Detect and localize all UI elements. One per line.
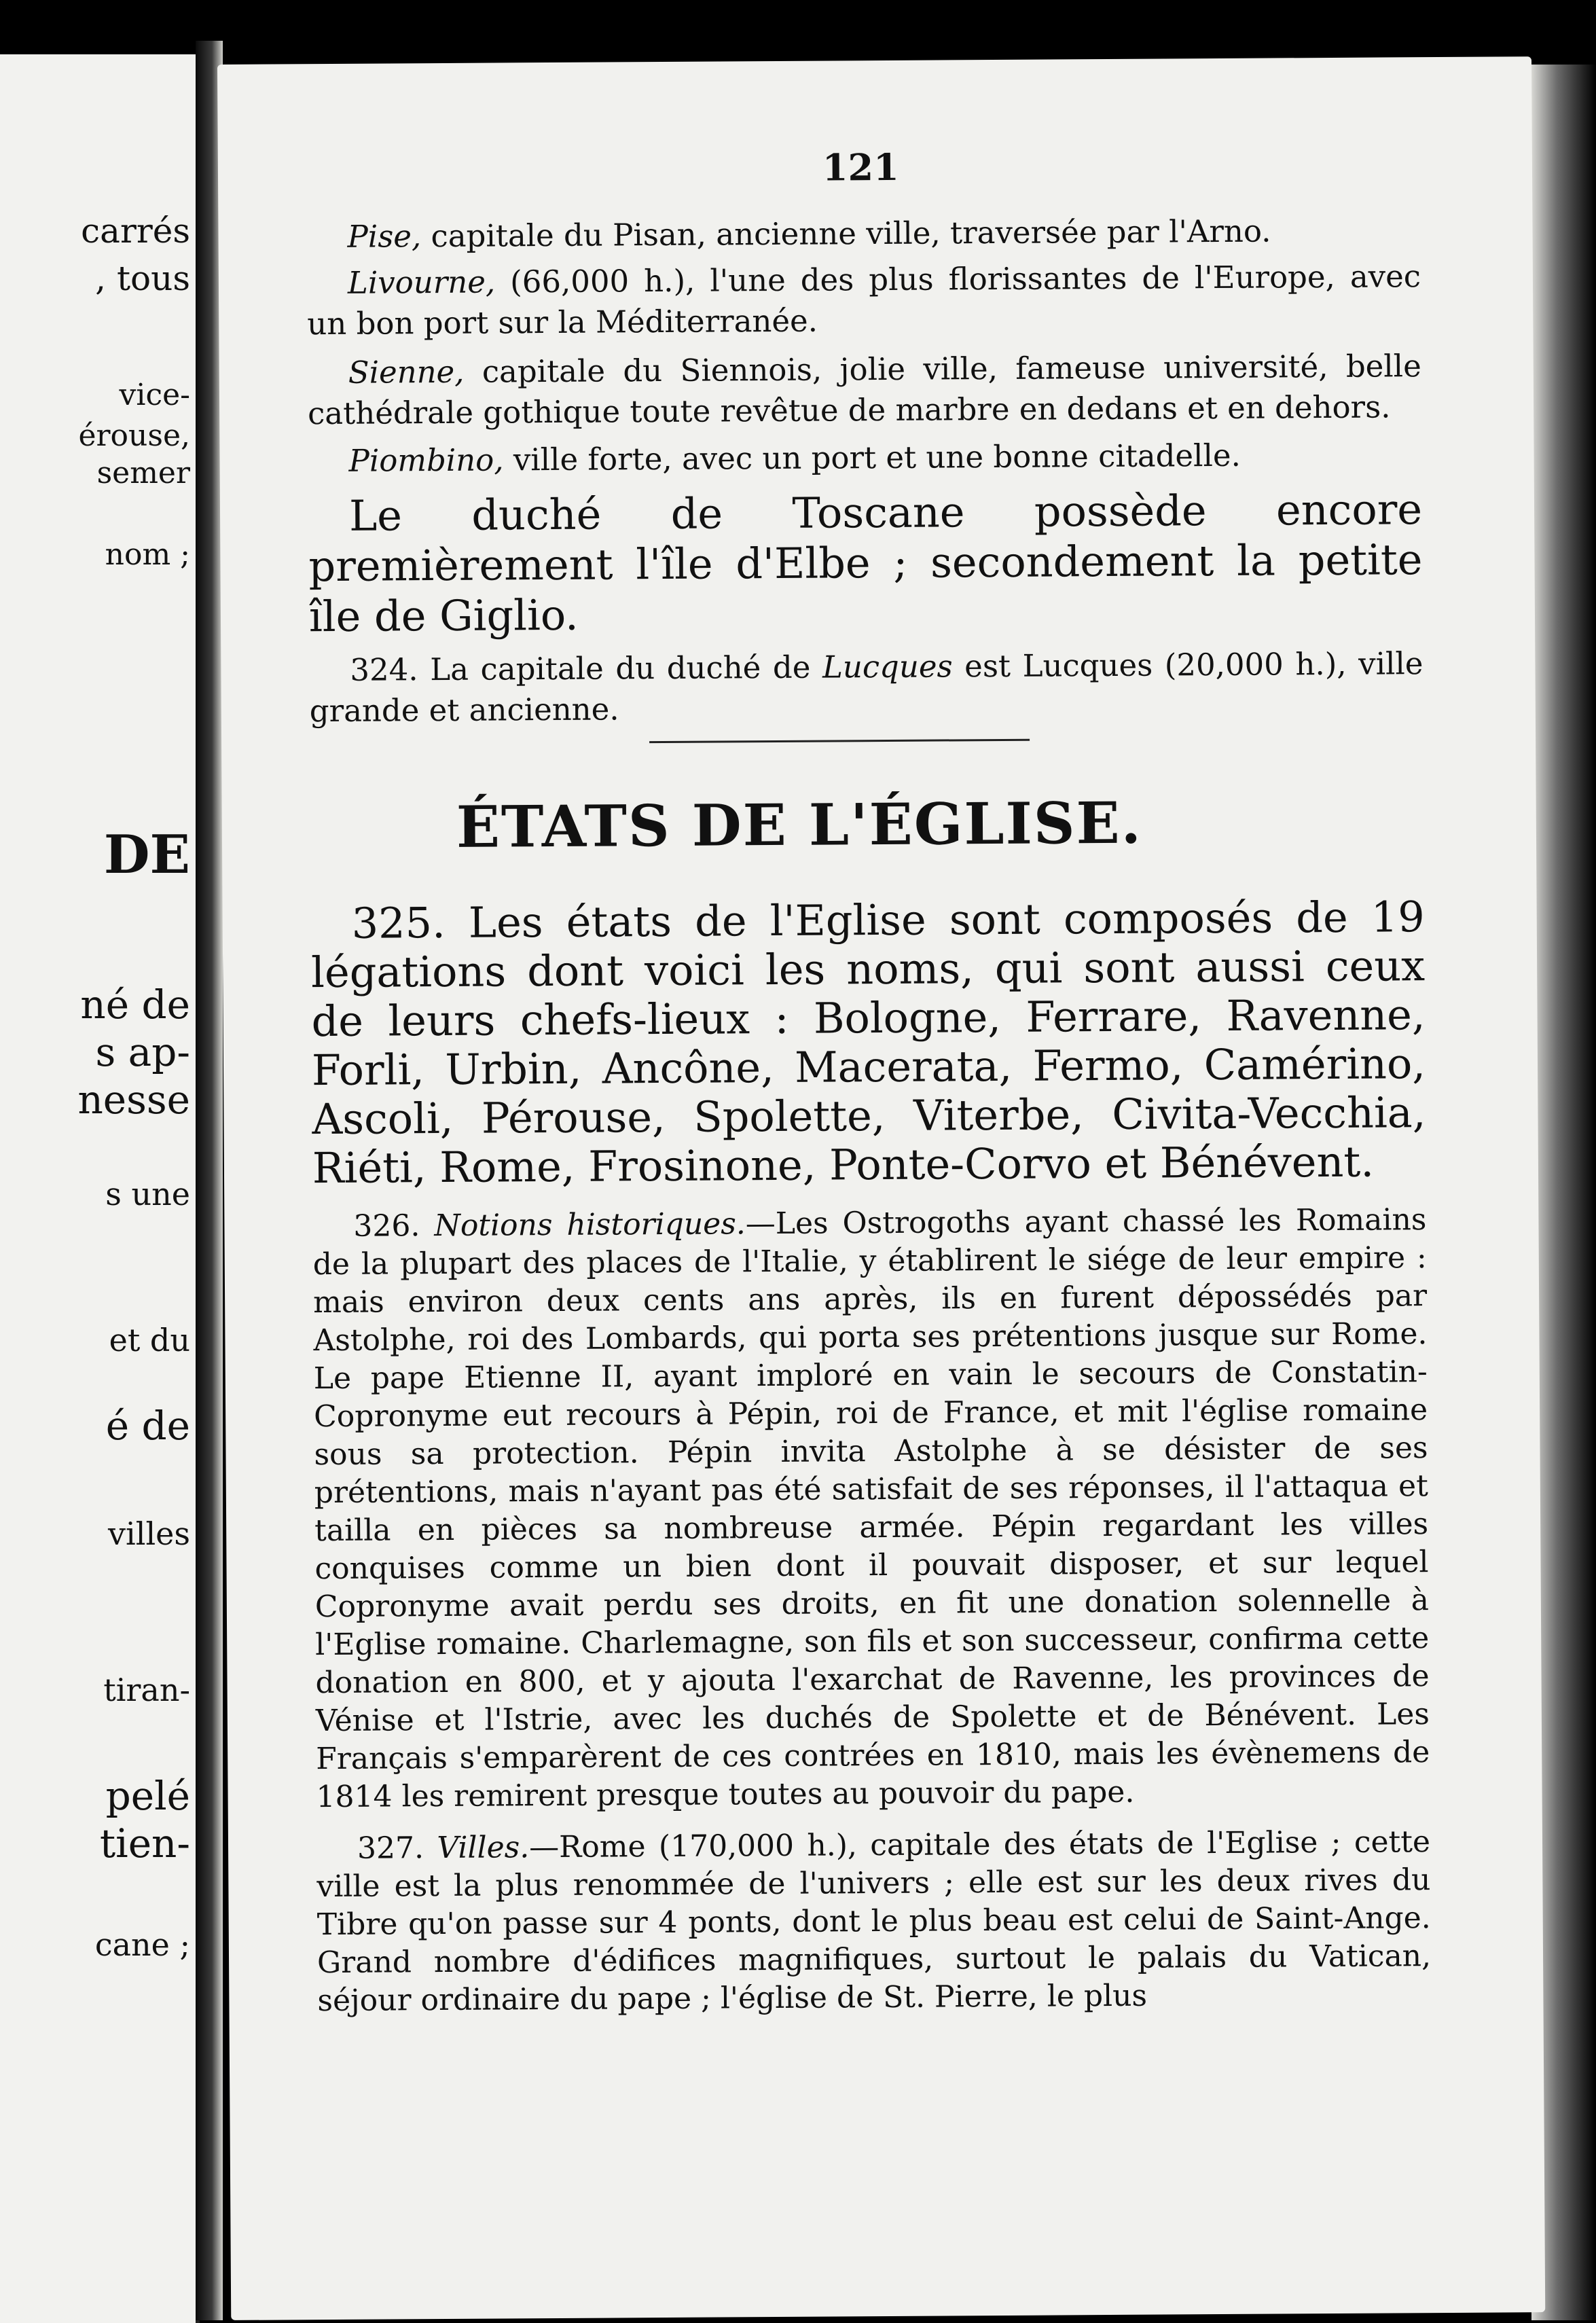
left-fragment: , tous	[95, 259, 190, 298]
left-fragment: et du	[109, 1322, 190, 1358]
paragraph-326	[312, 1201, 1430, 1816]
paragraph-text: capitale du Pisan, ancienne ville, traversée par l'Arno.	[421, 213, 1271, 255]
left-fragment: vice-	[119, 378, 190, 412]
left-fragment: tien-	[99, 1820, 190, 1867]
left-fragment: né de	[80, 982, 190, 1028]
left-fragment: tiran-	[103, 1672, 190, 1708]
left-fragment: DE	[103, 824, 190, 886]
paragraph-327	[316, 1823, 1432, 2020]
left-fragment: carrés	[81, 211, 190, 251]
left-fragment: semer	[96, 456, 190, 490]
left-fragment: pelé	[105, 1773, 190, 1819]
text-block-papal-states	[311, 893, 1432, 2020]
left-fragment: érouse,	[78, 418, 190, 453]
place-name: Piombino,	[348, 442, 504, 479]
paragraph-heading: Villes.	[437, 1830, 530, 1866]
book-page	[217, 56, 1545, 2320]
paragraph-piombino	[308, 434, 1421, 482]
left-fragment: é de	[105, 1403, 190, 1449]
paragraph-text: ville forte, avec un port et une bonne citadelle.	[503, 437, 1241, 478]
place-name: Pise,	[347, 218, 422, 255]
paragraph-sienne	[308, 346, 1422, 434]
left-fragment: s une	[105, 1176, 190, 1212]
place-name: Lucques	[822, 648, 953, 685]
paragraph-text: (66,000 h.), l'une des plus florissantes de l'Europe, avec un bon port sur la Méditerranée.	[307, 258, 1421, 342]
left-fragment: nesse	[77, 1077, 190, 1123]
paragraph-text: —Rome (170,000 h.), capitale des états de l'Eglise ; cette ville est la plus renommée de l'univers ; elle est sur les deux rives du Tibre qu'on passe sur 4 ponts, dont le plus beau est celui de Saint-Ange. Grand nombre d'édifices magnifiques, surtout le palais du Vatican, séjour ordinaire du pape ; l'église de St. Pierre, le plus	[316, 1824, 1432, 2019]
place-name: Livourne,	[347, 264, 496, 301]
previous-page-edge	[0, 54, 200, 2323]
left-fragment: nom ;	[105, 537, 190, 572]
paragraph-text: capitale du Siennois, jolie ville, fameuse université, belle cathédrale gothique toute revêtue de marbre en dedans et en dehors.	[307, 348, 1421, 432]
section-divider	[649, 739, 1030, 743]
paragraph-text: est Lucques (20,000 h.), ville grande et ancienne.	[309, 645, 1423, 730]
left-fragment: villes	[108, 1515, 190, 1552]
paragraph-livourne	[307, 256, 1421, 344]
place-name: Sienne,	[348, 353, 465, 391]
left-fragment: s ap-	[95, 1029, 190, 1075]
paragraph-number: 327.	[357, 1831, 437, 1866]
paragraph-325: 325. Les états de l'Eglise sont composés de 19 légations dont voici les noms, qui sont aussi ceux de leurs chefs-lieux : Bologne, Ferrare, Ravenne, Forli, Urbin, Ancône, Macerata, Fermo, Camérino, Ascoli, Pérouse, Spolette, Viterbe, Civita-Vecchia, Riéti, Rome, Frosinone, Ponte-Corvo et Bénévent.	[310, 892, 1426, 1193]
paragraph-toscane: Le duché de Toscane possède encore premièrement l'île d'Elbe ; secondement la petite île de Giglio.	[308, 484, 1423, 642]
text-block-tuscany-cities	[306, 210, 1423, 732]
section-title: ÉTATS DE L'ÉGLISE.	[456, 789, 1143, 861]
paragraph-text: —Les Ostrogoths ayant chassé les Romains de la plupart des places de l'Italie, y établirent le siége de leur empire : mais environ deux cents ans après, ils en furent dépossédés par Astolphe, roi des Lombards, qui porta ses prétentions jusque sur Rome. Le pape Etienne II, ayant imploré en vain le secours de Constatin-Copronyme eut recours à Pépin, roi de France, et mit l'église romaine sous sa protection. Pépin invita Astolphe à se désister de ses prétentions, mais n'ayant pas été satisfait de ses réponses, il l'attaqua et tailla en pièces sa nombreuse armée. Pépin regardant les villes conquises comme un bien dont il pouvait disposer, et sur lequel Copronyme avait perdu ses droits, en fit une donation solennelle à l'Eglise romaine. Charlemagne, son fils et son successeur, confirma cette donation en 800, et y ajouta l'exarchat de Ravenne, les provinces de Vénise et l'Istrie, avec les duchés de Spolette et de Bénévent. Les Français s'emparèrent de ces contrées en 1810, mais les évènemens de 1814 les remirent presque toutes au pouvoir du pape.	[312, 1202, 1430, 1815]
paragraph-heading: Notions historiques.	[434, 1206, 746, 1244]
paragraph-pise	[306, 210, 1420, 257]
paragraph-324	[309, 643, 1423, 732]
paragraph-number: 326.	[353, 1208, 435, 1244]
left-fragment: cane ;	[94, 1926, 190, 1963]
page-number: 121	[822, 145, 899, 190]
paragraph-text: 324. La capitale du duché de	[350, 649, 823, 688]
